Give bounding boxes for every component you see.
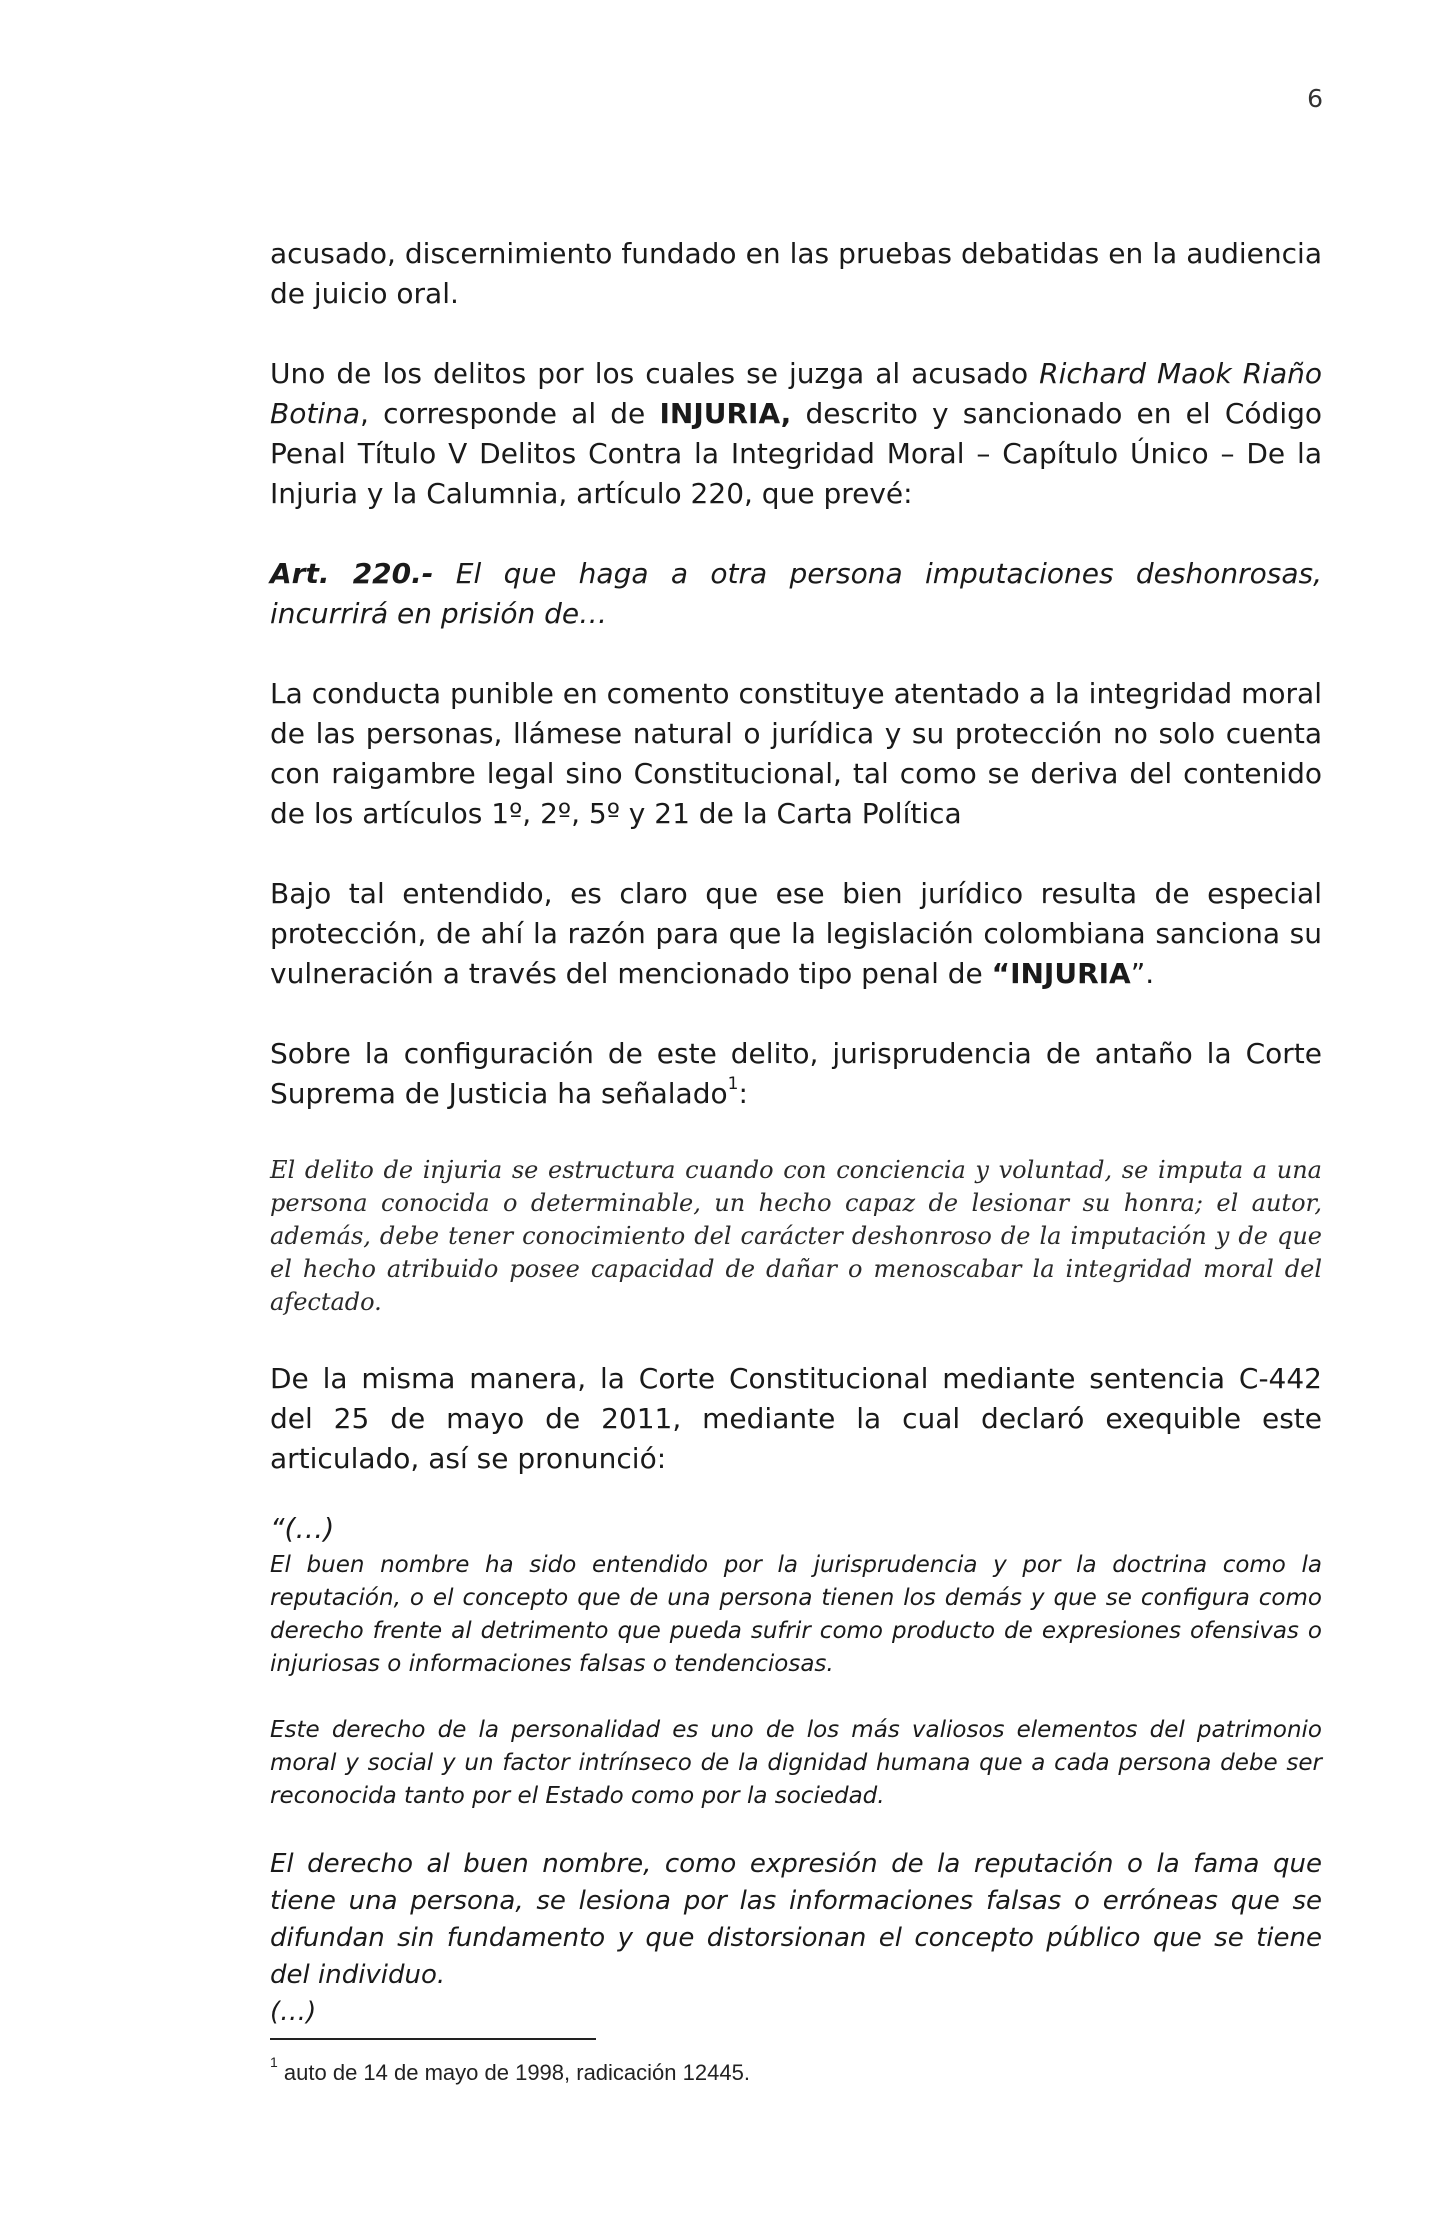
- footnote: [270, 2053, 750, 2086]
- text-segment: , corresponde al de: [360, 397, 660, 430]
- paragraph-moral-integrity: La conducta punible en comento constituye atentado a la integridad moral de las personas, llámese natural o jurídica y su protección no solo cuenta con raigambre legal sino Constitucional, tal como se deriva del contenido de los artículos 1º, 2º, 5º y 21 de la Carta Política: [270, 677, 1322, 830]
- constitutional-quote-p3: El derecho al buen nombre, como expresión de la reputación o la fama que tiene una persona, se lesiona por las informaciones falsas o erróneas que se difundan sin fundamento y que distorsionan el concepto público que se tiene del individuo.: [270, 1849, 1322, 1990]
- article-label: Art. 220.-: [270, 557, 434, 590]
- paragraph-intro: acusado, discernimiento fundado en las pruebas debatidas en la audiencia de juicio oral.: [270, 237, 1322, 310]
- document-body: [270, 234, 1322, 2031]
- page-number: 6: [1307, 84, 1323, 113]
- quote-close-marker: (…): [270, 1997, 317, 2027]
- footnote-text: auto de 14 de mayo de 1998, radicación 12445.: [277, 2060, 750, 2085]
- text-segment: descrito y sancionado en el Código Penal Título V Delitos Contra la Integridad Moral – Capítulo Único – De la Injuria y la Calumnia, artículo 220, que prevé:: [270, 397, 1322, 510]
- paragraph-supreme-court: [270, 1034, 1322, 1114]
- supreme-court-quote: El delito de injuria se estructura cuando con conciencia y voluntad, se imputa a una persona conocida o determinable, un hecho capaz de lesionar su honra; el autor, además, debe tener conocimiento del carácter deshonroso de la imputación y de que el hecho atribuido posee capacidad de dañar o menoscabar la integridad moral del afectado.: [270, 1156, 1322, 1316]
- paragraph-constitutional-court: De la misma manera, la Corte Constitucional mediante sentencia C-442 del 25 de mayo de 2011, mediante la cual declaró exequible este articulado, así se pronunció:: [270, 1362, 1322, 1475]
- article-220-quote: [270, 554, 1322, 634]
- footnote-marker: 1: [270, 2053, 278, 2070]
- text-segment: Bajo tal entendido, es claro que ese bien jurídico resulta de especial protección, de ahí la razón para que la legislación colombiana sanciona su vulneración a través del mencionado tipo penal de: [270, 877, 1322, 990]
- defendant-name: Richard Maok Riaño Botina: [270, 357, 1322, 430]
- quote-open-marker: “(…): [270, 1512, 335, 1545]
- text-segment: Uno de los delitos por los cuales se juzga al acusado: [270, 357, 1040, 390]
- paragraph-injuria-offense: [270, 354, 1322, 514]
- text-segment: :: [738, 1077, 748, 1110]
- article-text: El que haga a otra persona imputaciones deshonrosas, incurrirá en prisión de…: [270, 557, 1322, 630]
- offense-name: INJURIA,: [659, 397, 792, 430]
- constitutional-quote-p1: El buen nombre ha sido entendido por la jurisprudencia y por la doctrina como la reputación, o el concepto que de una persona tienen los demás y que se configura como derecho frente al detrimento que pueda sufrir como producto de expresiones ofensivas o injuriosas o informaciones falsas o tendenciosas.: [270, 1552, 1322, 1677]
- text-segment: Sobre la configuración de este delito, jurisprudencia de antaño la Corte Suprema de Justicia ha señalado: [270, 1037, 1322, 1110]
- offense-name: “INJURIA: [991, 957, 1131, 990]
- text-segment: ”.: [1130, 957, 1155, 990]
- footnote-reference[interactable]: 1: [727, 1073, 739, 1094]
- constitutional-quote-p2: Este derecho de la personalidad es uno de los más valiosos elementos del patrimonio moral y social y un factor intrínseco de la dignidad humana que a cada persona debe ser reconocida tanto por el Estado como por la sociedad.: [270, 1717, 1322, 1809]
- paragraph-protection: [270, 874, 1322, 994]
- footnote-divider: [270, 2038, 596, 2040]
